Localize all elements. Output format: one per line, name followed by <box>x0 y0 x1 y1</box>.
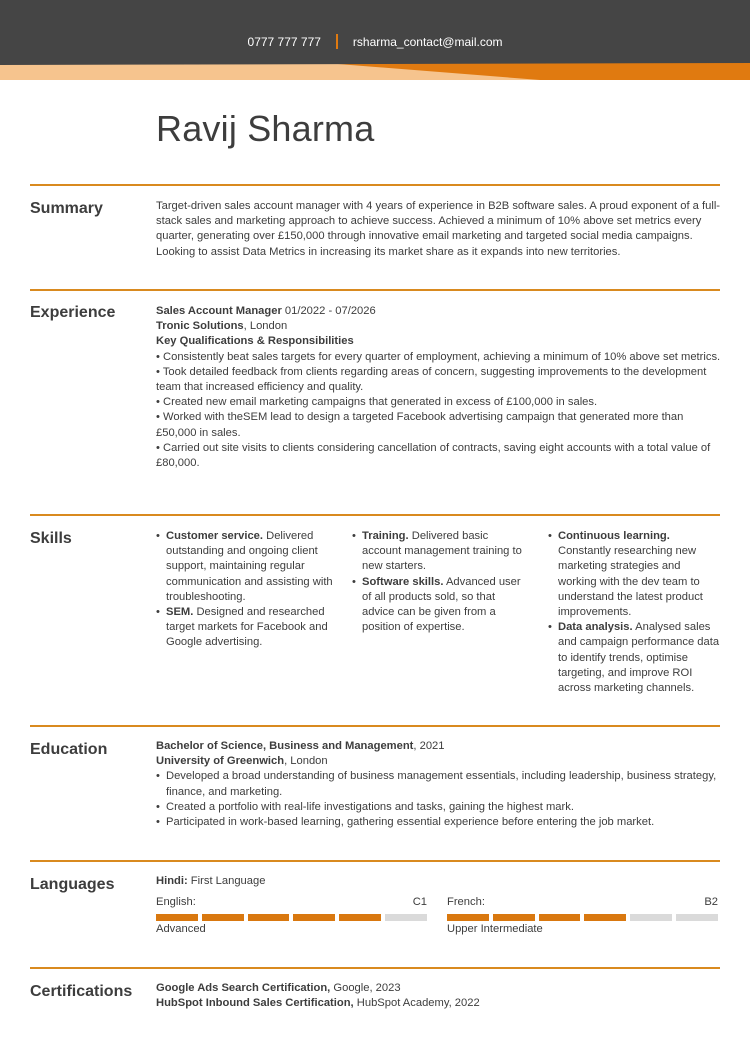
school-location: , London <box>284 755 328 768</box>
education-bullet: • Created a portfolio with real-life investigations and tasks, gaining the highest mark. <box>156 800 722 815</box>
certifications-list <box>156 981 722 1011</box>
contact-divider <box>336 34 338 49</box>
header-swoosh <box>0 61 750 81</box>
company-name: Tronic Solutions <box>156 320 244 333</box>
languages-heading: Languages <box>30 876 115 893</box>
section-divider <box>30 860 720 862</box>
experience-bullet: • Took detailed feedback from clients regarding areas of concern, suggesting improvements to the development team that increased efficiency and quality. <box>156 365 707 394</box>
skills-column-2 <box>352 529 530 635</box>
skills-column-1 <box>156 529 334 651</box>
level-segment-empty <box>676 914 718 921</box>
language-code: C1 <box>412 896 427 908</box>
contact-line <box>0 34 750 49</box>
skill-item: • SEM. Designed and researched target markets for Facebook and Google advertising. <box>156 605 334 651</box>
education-entry <box>156 739 722 830</box>
native-language <box>156 874 722 889</box>
native-language-name: Hindi: <box>156 875 188 887</box>
language-name: French: <box>447 896 485 908</box>
skill-item: • Software skills. Advanced user of all products sold, so that advice can be given from a position of expertise. <box>352 575 530 636</box>
level-segment-filled <box>248 914 290 921</box>
section-divider <box>30 514 720 516</box>
section-divider <box>30 967 720 969</box>
level-segment-filled <box>493 914 535 921</box>
level-segment-empty <box>630 914 672 921</box>
company-line <box>156 319 722 334</box>
school-line <box>156 754 722 769</box>
responsibilities-heading: Key Qualifications & Responsibilities <box>156 335 354 348</box>
level-segment-filled <box>156 914 198 921</box>
skills-column-3 <box>548 529 722 696</box>
skill-item: • Continuous learning. Constantly researching new marketing strategies and working with the dev team to understand the latest product improvements. <box>548 529 722 620</box>
level-segment-filled <box>447 914 489 921</box>
school-name: University of Greenwich <box>156 755 285 768</box>
language-english <box>156 895 427 937</box>
skill-item: • Data analysis. Analysed sales and campaign performance data to identify trends, optimise targeting, and improve ROI across marketing channels. <box>548 620 722 696</box>
skills-heading: Skills <box>30 530 72 547</box>
experience-entry <box>156 304 722 471</box>
degree-name: Bachelor of Science, Business and Management <box>156 740 414 752</box>
summary-text: Target-driven sales account manager with 4 years of experience in B2B software sales. A proud exponent of a full-stack sales and marketing approach to achieve success. Achieved a minimum of 10% above set metrics every quarter, generating over £150,000 through innovative email marketing and targeted social media campaigns. Looking to assist Data Metrics in increasing its market share as it expands into new territories. <box>156 200 721 258</box>
experience-bullet: • Carried out site visits to clients considering cancellation of contracts, saving eight accounts with a total value of £80,000. <box>156 441 711 470</box>
section-divider <box>30 725 720 727</box>
company-location: , London <box>243 320 288 333</box>
language-level-bar <box>447 914 718 921</box>
education-heading: Education <box>30 741 108 758</box>
language-code: B2 <box>704 896 718 908</box>
phone-number: 0777 777 777 <box>247 35 321 49</box>
skill-item: • Training. Delivered basic account management training to new starters. <box>352 529 530 575</box>
summary-heading: Summary <box>30 200 103 217</box>
language-level-text: Advanced <box>156 923 206 936</box>
language-level-text: Upper Intermediate <box>447 923 543 936</box>
job-line <box>156 304 722 319</box>
header-bar <box>0 0 750 61</box>
experience-bullet: • Worked with theSEM lead to design a targeted Facebook advertising campaign that generated more than £50,000 in sales. <box>156 411 684 439</box>
candidate-name: Ravij Sharma <box>156 108 375 149</box>
level-segment-filled <box>584 914 626 921</box>
level-segment-filled <box>539 914 581 921</box>
job-dates: 01/2022 - 07/2026 <box>281 305 376 317</box>
job-title: Sales Account Manager <box>156 305 282 317</box>
level-segment-filled <box>202 914 244 921</box>
education-bullet: • Participated in work-based learning, gathering essential experience before entering the job market. <box>156 815 722 830</box>
experience-bullet: • Created new email marketing campaigns that generated in excess of £100,000 in sales. <box>156 396 598 409</box>
email-address: rsharma_contact@mail.com <box>352 35 503 49</box>
language-name: English: <box>156 896 196 908</box>
native-language-level: First Language <box>187 875 266 887</box>
experience-bullet: • Consistently beat sales targets for every quarter of employment, achieving a minimum of 10% above set metrics. <box>156 350 721 363</box>
skill-item: • Customer service. Delivered outstanding and ongoing client support, maintaining regular communication and assisting with troubleshooting. <box>156 529 334 605</box>
section-divider <box>30 289 720 291</box>
level-segment-empty <box>385 914 427 921</box>
certification-item: Google Ads Search Certification, Google, 2023 <box>156 982 401 994</box>
language-level-bar <box>156 914 427 921</box>
certification-item: HubSpot Inbound Sales Certification, HubSpot Academy, 2022 <box>156 997 480 1010</box>
degree-year: , 2021 <box>413 740 445 752</box>
degree-line <box>156 739 722 754</box>
certifications-heading: Certifications <box>30 983 133 1000</box>
language-french <box>447 895 718 937</box>
level-segment-filled <box>339 914 381 921</box>
section-divider <box>30 184 720 186</box>
experience-heading: Experience <box>30 304 116 321</box>
education-bullet: • Developed a broad understanding of business management essentials, including leadership, business strategy, finance, and marketing. <box>156 769 722 799</box>
level-segment-filled <box>293 914 335 921</box>
